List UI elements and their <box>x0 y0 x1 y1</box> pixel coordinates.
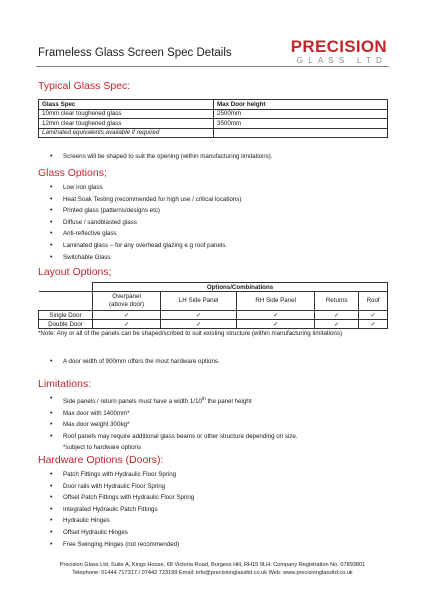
check-cell: ✓ <box>93 320 161 329</box>
footer-address: Precision Glass Ltd, Suite A, Kings House, 68 Victoria Road, Burgess Hill, RH15 9LH: Company Registration No. 07893801 <box>59 562 366 568</box>
row-label: Single Door <box>39 311 93 320</box>
superscript: th <box>201 396 206 401</box>
table-group-header-row <box>39 283 388 292</box>
table-cell: 10mm clear toughened glass <box>39 109 214 119</box>
list-item: • Low iron glass <box>50 182 241 194</box>
check-cell: ✓ <box>315 311 359 320</box>
table-cell <box>214 128 388 138</box>
table-cell: 3500mm <box>214 119 388 129</box>
table-corner-cell <box>39 292 93 311</box>
header-text: Overpanel <box>112 292 141 300</box>
layout-bullet-list <box>50 356 220 368</box>
table-row <box>39 109 388 119</box>
list-item: • Diffuse / sandblasted glass <box>50 217 241 229</box>
list-item: • A door width of 900mm offers the most hardware options. <box>50 356 220 368</box>
document-title: Frameless Glass Screen Spec Details <box>38 47 232 59</box>
check-cell: ✓ <box>359 311 388 320</box>
table-header-cell: RH Side Panel <box>237 292 315 311</box>
glass-options-list <box>50 182 241 263</box>
check-cell: ✓ <box>315 320 359 329</box>
table-header-cell: Max Door height <box>214 100 388 110</box>
table-row <box>39 119 388 129</box>
precision-glass-logo <box>287 38 387 66</box>
limitations-list <box>50 393 298 454</box>
table-header-row <box>39 100 388 110</box>
table-group-header: Options/Combinations <box>93 283 388 292</box>
footer-contact: Telephone: 01444 717317 / 07442 723199 Email: info@precisionglassltd.co.uk Web: www.precisionglassltd.co.uk <box>72 570 353 576</box>
table-cell: 12mm clear toughened glass <box>39 119 214 129</box>
section-heading-limitations: Limitations: <box>38 378 92 390</box>
list-item: • Laminated glass – for any overhead glazing e.g roof panels. <box>50 240 241 252</box>
hardware-options-list <box>50 469 194 550</box>
table-row <box>39 320 388 329</box>
limitation-text: the panel height <box>205 398 252 406</box>
list-item: • Door rails with Hydraulic Floor Spring <box>50 481 194 493</box>
limitation-subnote: *subject to hardware options <box>63 444 142 452</box>
list-item: • Screens will be shaped to suit the opening (within manufacturing limitations). <box>50 151 272 163</box>
list-item: • Switchable Glass <box>50 252 241 264</box>
table-row <box>39 128 388 138</box>
list-item: • Max door weight 300kg* <box>50 419 298 431</box>
list-item: • Roof panels may require additional glass beams or other structure depending on size. <box>50 431 298 443</box>
list-item <box>50 393 298 408</box>
list-item: • Printed glass (patterns/designs etc) <box>50 205 241 217</box>
table-header-cell: Returns <box>315 292 359 311</box>
table-cell: 2500mm <box>214 109 388 119</box>
check-cell: ✓ <box>237 320 315 329</box>
list-item: • Free Swinging Hinges (not recommended) <box>50 539 194 551</box>
list-item: • Integrated Hydraulic Patch Fittings <box>50 504 194 516</box>
section-heading-layout-options: Layout Options; <box>38 266 112 278</box>
layout-options-table <box>38 282 388 329</box>
check-cell: ✓ <box>359 320 388 329</box>
list-item: • Heat Soak Testing (recommended for high use / critical locations) <box>50 194 241 206</box>
check-cell: ✓ <box>237 311 315 320</box>
check-cell: ✓ <box>161 320 237 329</box>
table-header-cell: LH Side Panel <box>161 292 237 311</box>
table-header-cell-overpanel <box>93 292 161 311</box>
list-item: • Anti-reflective glass <box>50 228 241 240</box>
table-row <box>39 311 388 320</box>
section-heading-typical-spec: Typical Glass Spec: <box>38 80 131 92</box>
spec-bullet-list <box>50 151 272 163</box>
check-cell: ✓ <box>93 311 161 320</box>
list-item: • Hydraulic Hinges <box>50 515 194 527</box>
list-item: • Max door with 1400mm* <box>50 408 298 420</box>
list-item: • Patch Fittings with Hydraulic Floor Spring <box>50 469 194 481</box>
table-header-row <box>39 292 388 311</box>
list-item: • Offset Hydraulic Hinges <box>50 527 194 539</box>
row-label: Double Door <box>39 320 93 329</box>
header-divider <box>36 66 389 67</box>
limitation-text: Side panels / return panels must have a width 1/10 <box>63 398 202 406</box>
check-cell: ✓ <box>161 311 237 320</box>
table-header-cell: Roof <box>359 292 388 311</box>
header-text: (above door) <box>109 301 145 308</box>
section-heading-hardware-options: Hardware Options (Doors): <box>38 454 164 466</box>
list-item: • Offset Patch Fittings with Hydraulic Floor Spring <box>50 492 194 504</box>
table-corner-cell <box>39 283 93 292</box>
logo-wordmark: PRECISION <box>290 37 387 56</box>
section-heading-glass-options: Glass Options; <box>38 167 107 179</box>
glass-spec-table <box>38 99 388 138</box>
table-footnote-cell: Laminated equivalents available if required <box>39 128 214 138</box>
layout-note: *Note: Any or all of the panels can be shaped/scribed to suit existing structure (within manufacturing limitations) <box>38 330 343 337</box>
table-header-cell: Glass Spec <box>39 100 214 110</box>
logo-subtitle: GLASS LTD <box>296 56 387 65</box>
